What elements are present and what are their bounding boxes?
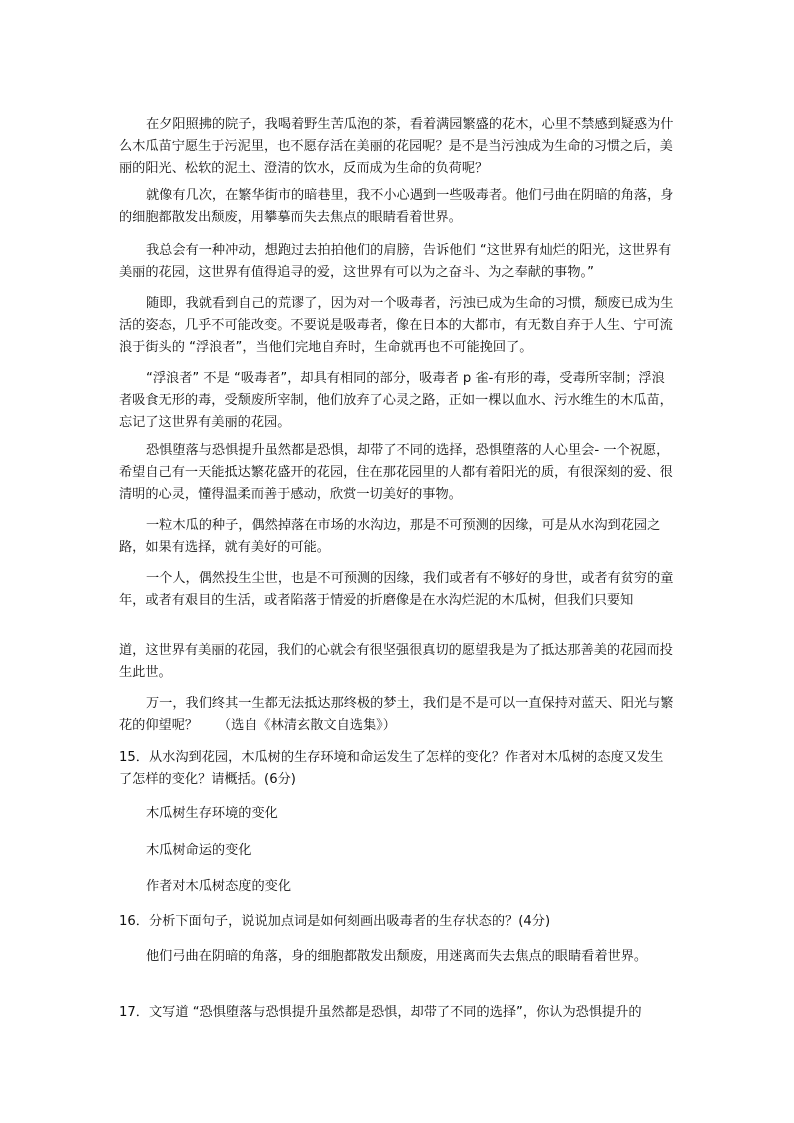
paragraph-4: 随即，我就看到自己的荒谬了，因为对一个吸毒者，污浊已成为生命的习惯，颓废已成为生活的姿态，几乎不可能改变。不要说是吸毒者，像在日本的大都市，有无数自弃于人生、宁可流浪于街头的 “浮浪者”，当他们完地自弃时，生命就再也不可能挽回了。 xyxy=(119,296,674,355)
paragraph-5: “浮浪者” 不是 “吸毒者”，却具有相同的部分，吸毒者 p 雀-有形的毒，受毒所宰制；浮浪者吸食无形的毒，受颓废所宰制，他们放弃了心灵之路，正如一棵以血水、污水维生的木瓜苗，忘记了这世界有美丽的花园。 xyxy=(119,371,673,430)
question-15: 15．从水沟到花园，木瓜树的生存环境和命运发生了怎样的变化？作者对木瓜树的态度又发生了怎样的变化？请概括。(6分) xyxy=(119,750,664,787)
paragraph-3: 我总会有一种冲动，想跑过去拍拍他们的肩膀，告诉他们 “这世界有灿烂的阳光，这世界有美丽的花园，这世界有值得追寻的爱，这世界有可以为之奋斗、为之奉献的事物。” xyxy=(119,243,672,280)
paragraph-2: 就像有几次，在繁华街市的暗巷里，我不小心遇到一些吸毒者。他们弓曲在阴暗的角落，身的细胞都散发出颓废，用攀摹而失去焦点的眼睛看着世界。 xyxy=(119,188,674,225)
paragraph-9: 道，这世界有美丽的花园，我们的心就会有很坚强很真切的愿望我是为了抵达那善美的花园而投生此世。 xyxy=(119,643,673,680)
question-16-sentence: 他们弓曲在阴暗的角落，身的细胞都散发出颓废，用迷离而失去焦点的眼睛看着世界。 xyxy=(146,949,648,964)
question-16: 16．分析下面句子，说说加点词是如何刻画出吸毒者的生存状态的？(4分) xyxy=(119,914,551,929)
question-17: 17．文写道 “恐惧堕落与恐惧提升虽然都是恐惧，却带了不同的选择”，你认为恐惧提升的 xyxy=(119,1005,642,1020)
paragraph-7: 一粒木瓜的种子，偶然掉落在市场的水沟边，那是不可预测的因缘，可是从水沟到花园之路，如果有选择，就有美好的可能。 xyxy=(119,518,661,555)
question-15-item-attitude: 作者对木瓜树态度的变化 xyxy=(146,879,292,894)
paragraph-1: 在夕阳照拂的院子，我喝着野生苦瓜泡的茶，看着满园繁盛的花木，心里不禁感到疑惑为什么木瓜苗宁愿生于污泥里，也不愿存活在美丽的花园呢？是不是当污浊成为生命的习惯之后，美丽的阳光、松软的泥土、澄清的饮水，反而成为生命的负荷呢？ xyxy=(119,117,674,176)
paragraph-8: 一个人，偶然投生尘世，也是不可预测的因缘，我们或者有不够好的身世，或者有贫穷的童年，或者有艰目的生活，或者陷落于情爱的折磨像是在水沟烂泥的木瓜树，但我们只要知 xyxy=(119,571,674,608)
paragraph-10: 万一，我们终其一生都无法抵达那终极的梦土，我们是不是可以一直保持对蓝天、阳光与繁花的仰望呢？ （选自《林清玄散文自选集》） xyxy=(119,696,674,733)
question-15-item-fate: 木瓜树命运的变化 xyxy=(146,843,252,858)
paragraph-6: 恐惧堕落与恐惧提升虽然都是恐惧，却带了不同的选择，恐惧堕落的人心里会- 一个祝愿，希望自己有一天能抵达繁花盛开的花园，住在那花园里的人都有着阳光的质，有很深刻的爱、很清明的心灵，懂得温柔而善于感动，欣赏一切美好的事物。 xyxy=(119,443,673,502)
question-15-item-environment: 木瓜树生存环境的变化 xyxy=(146,806,278,821)
